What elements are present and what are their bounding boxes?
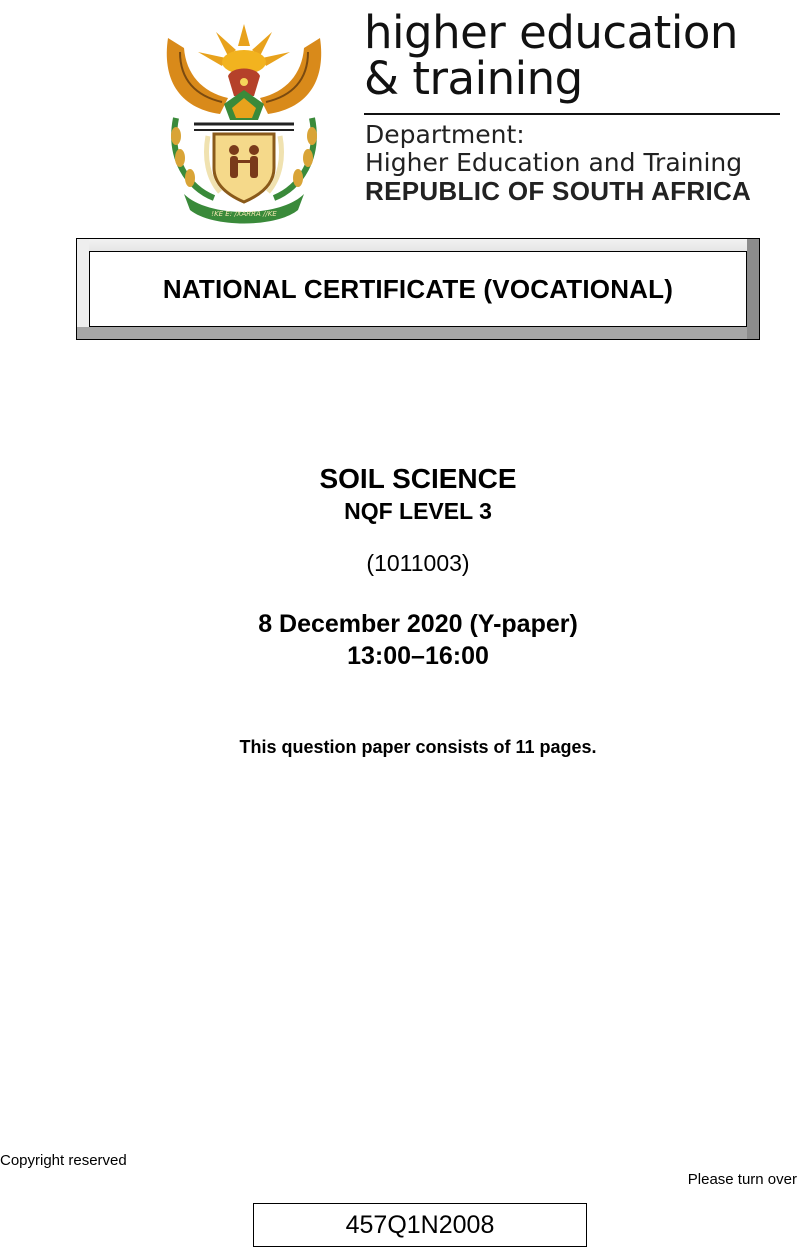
brand-divider — [364, 113, 780, 115]
subject-code: (1011003) — [366, 550, 470, 576]
copyright-note: Copyright reserved — [0, 1152, 127, 1169]
sun-icon — [198, 24, 290, 74]
brand-line-1: higher education — [364, 6, 738, 59]
certificate-title: NATIONAL CERTIFICATE (VOCATIONAL) — [162, 273, 674, 304]
coat-of-arms-logo — [158, 18, 330, 224]
department-label: Department: — [365, 120, 525, 149]
paper-code: 457Q1N2008 — [345, 1210, 495, 1239]
turn-over-note: Please turn over — [687, 1171, 797, 1188]
page-count-note: This question paper consists of 11 pages. — [239, 737, 597, 757]
brand-title — [364, 6, 738, 105]
brand-line-2: & training — [364, 52, 583, 105]
subject-title: SOIL SCIENCE — [319, 463, 517, 494]
svg-text:!KE E: /XARRA //KE: !KE E: /XARRA //KE — [211, 210, 277, 218]
nqf-level: NQF LEVEL 3 — [344, 498, 492, 524]
certificate-frame — [76, 238, 760, 340]
country-name: REPUBLIC OF SOUTH AFRICA — [365, 176, 752, 206]
department-name: Higher Education and Training — [365, 148, 743, 177]
exam-date: 8 December 2020 (Y-paper) — [258, 610, 578, 638]
exam-time: 13:00–16:00 — [347, 642, 489, 670]
paper-code-box — [253, 1203, 587, 1247]
